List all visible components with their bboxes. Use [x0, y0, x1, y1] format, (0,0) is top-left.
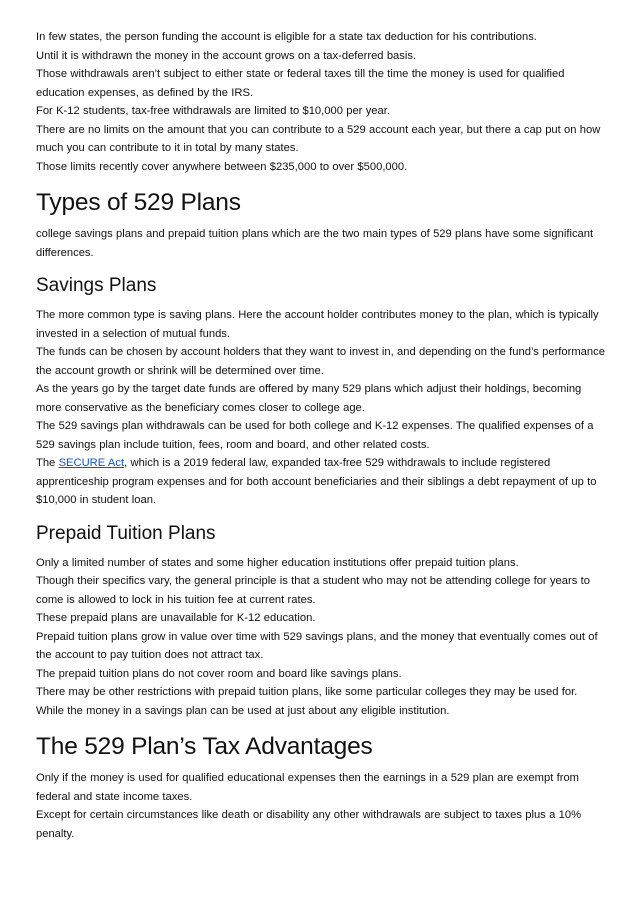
paragraph: Only if the money is used for qualified educational expenses then the earnings in a 529 plan are exempt from federal and state income taxes.	[36, 772, 579, 803]
secure-suffix: , which is a 2019 federal law, expanded tax-free 529 withdrawals to include registered apprenticeship program expenses and for both account beneficiaries and their siblings a debt repayment of up to $10,000 in student loan.	[36, 457, 597, 506]
paragraph: Those limits recently cover anywhere between $235,000 to over $500,000.	[36, 160, 408, 173]
paragraph-secure-act	[36, 454, 606, 510]
paragraph: While the money in a savings plan can be used at just about any eligible institution.	[36, 704, 450, 717]
intro-section	[36, 28, 606, 176]
paragraph: The prepaid tuition plans do not cover room and board like savings plans.	[36, 667, 402, 680]
paragraph: Except for certain circumstances like death or disability any other withdrawals are subject to taxes plus a 10% penalty.	[36, 809, 582, 840]
paragraph: Those withdrawals aren’t subject to either state or federal taxes till the time the money is used for qualified education expenses, as defined by the IRS.	[36, 68, 565, 99]
paragraph: In few states, the person funding the account is eligible for a state tax deduction for his contributions.	[36, 31, 537, 43]
paragraph: Until it is withdrawn the money in the account grows on a tax-deferred basis.	[36, 49, 417, 62]
secure-prefix: The	[36, 457, 59, 469]
heading-prepaid-tuition-plans: Prepaid Tuition Plans	[36, 522, 216, 544]
paragraph: The more common type is saving plans. Here the account holder contributes money to the plan, which is typically invested in a selection of mutual funds.	[36, 309, 599, 340]
paragraph: The 529 savings plan withdrawals can be used for both college and K-12 expenses. The qualified expenses of a 529 savings plan include tuition, fees, room and board, and other related costs.	[36, 420, 594, 451]
paragraph: Only a limited number of states and some higher education institutions offer prepaid tuition plans.	[36, 556, 519, 569]
paragraph: These prepaid plans are unavailable for K-12 education.	[36, 612, 316, 624]
paragraph: As the years go by the target date funds are offered by many 529 plans which adjust their holdings, becoming more conservative as the beneficiary comes closer to college age.	[36, 383, 582, 414]
heading-savings-plans: Savings Plans	[36, 275, 157, 296]
paragraph: Though their specifics vary, the general principle is that a student who may not be attending college for years to come is allowed to lock in his tuition fee at current rates.	[36, 575, 590, 606]
heading-types-of-529-plans: Types of 529 Plans	[36, 189, 241, 216]
paragraph: college savings plans and prepaid tuition plans which are the two main types of 529 plans have some significant differences.	[36, 228, 594, 259]
paragraph: There may be other restrictions with prepaid tuition plans, like some particular colleges they may be used for.	[36, 686, 578, 698]
paragraph: The funds can be chosen by account holders that they want to invest in, and depending on the fund’s performance the account growth or shrink will be determined over time.	[36, 346, 605, 377]
paragraph: There are no limits on the amount that you can contribute to a 529 account each year, but there a cap put on how much you can contribute to it in total by many states.	[36, 123, 601, 154]
paragraph: For K-12 students, tax-free withdrawals are limited to $10,000 per year.	[36, 105, 390, 117]
secure-act-link[interactable]: SECURE Act	[58, 457, 125, 469]
heading-tax-advantages: The 529 Plan’s Tax Advantages	[36, 733, 373, 760]
paragraph: Prepaid tuition plans grow in value over time with 529 savings plans, and the money that eventually comes out of the account to pay tuition does not attract tax.	[36, 630, 598, 661]
